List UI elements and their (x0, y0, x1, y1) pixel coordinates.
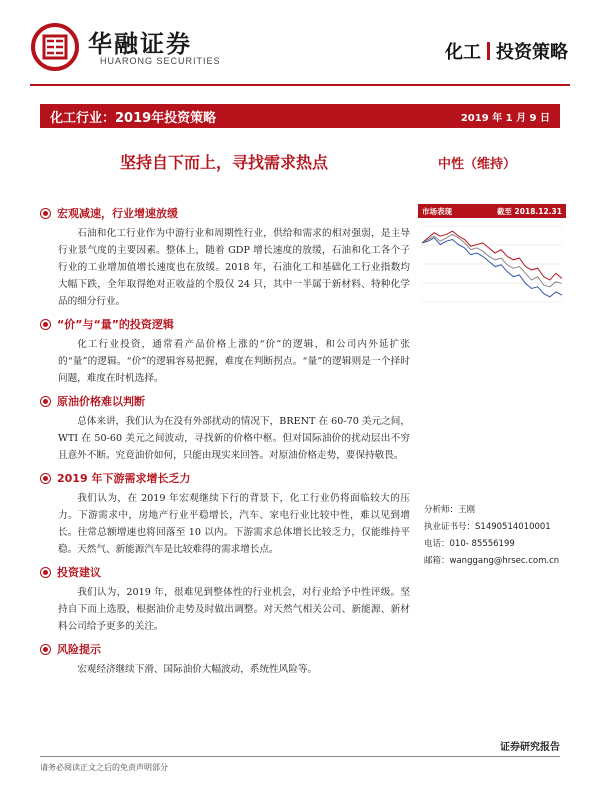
category-separator (487, 42, 490, 60)
section-body: 我们认为，2019 年，很难见到整体性的行业机会，对行业给予中性评级。坚持自下而上选股，根据油价走势及时做出调整。对天然气相关公司、新能源、新材料公司给予更多的关注。 (58, 587, 410, 632)
red-circle-bullet-icon (40, 208, 51, 219)
footer-divider (40, 756, 560, 757)
market-chart (418, 220, 566, 308)
section (40, 393, 410, 464)
section-body: 总体来讲，我们认为在没有外部扰动的情况下，BRENT 在 60-70 美元之间，WTI 在 50-60 美元之间波动，寻找新的价格中枢。但对国际油价的扰动层出不穷且意外不断。究竟油价如何，只能由现实来回答。对原油价格走势，要保持敬畏。 (58, 416, 410, 461)
chart-series-line-2 (422, 238, 562, 297)
license-label: 执业证书号： (424, 522, 476, 532)
market-as-of: 截至 2018.12.31 (496, 206, 562, 216)
chart-series-line-0 (422, 231, 562, 280)
category-label: 化工 (445, 42, 481, 63)
title-banner (40, 104, 560, 128)
disclaimer-note: 请务必阅读正文之后的免责声明部分 (40, 763, 168, 772)
red-circle-bullet-icon (40, 644, 51, 655)
red-circle-bullet-icon (40, 567, 51, 578)
report-series-label: 证券研究报告 (500, 742, 560, 753)
market-label: 市场表现 (422, 206, 452, 216)
phone-label: 电话： (424, 539, 450, 549)
section (40, 316, 410, 387)
red-circle-bullet-icon (40, 473, 51, 484)
section-body: 化工行业投资，通常看产品价格上涨的“价”的逻辑，和公司内外延扩张的“量”的逻辑。“价”的逻辑容易把握，难度在判断拐点。“量”的逻辑则是一个择时问题，难度在时机选择。 (58, 339, 410, 384)
email-address[interactable]: wanggang@hrsec.com.cn (449, 556, 560, 566)
report-type-label: 投资策略 (496, 42, 568, 63)
market-performance-header (418, 204, 566, 218)
section-heading: 2019 年下游需求增长乏力 (57, 472, 191, 485)
analyst-name: 王刚 (458, 505, 476, 515)
phone-number: 010- 85556199 (449, 539, 515, 549)
brand-name-en: HUARONG SECURITIES (100, 56, 221, 66)
section-body: 宏观经济继续下滑、国际油价大幅波动，系统性风险等。 (77, 664, 318, 675)
chart-series-line-1 (422, 234, 562, 286)
brand-name-cn: 华融证券 (88, 29, 192, 58)
analyst-info (424, 502, 559, 570)
section-body: 石油和化工行业作为中游行业和周期性行业，供给和需求的相对强弱，是主导行业景气度的主要因素。整体上，随着 GDP 增长速度的放缓，石油和化工各个子行业的工业增加值增长速度也在放缓。2018 年，石油化工和基础化工行业指数均大幅下跌，全年取得绝对正收益的个股仅 24 只，其中一半属于新材料、特种化学品的细分行业。 (58, 228, 410, 307)
red-circle-bullet-icon (40, 396, 51, 407)
section (40, 564, 410, 635)
analyst-label: 分析师： (424, 505, 459, 515)
market-chart-svg (418, 220, 566, 308)
section-heading: 风险提示 (57, 643, 101, 656)
section (40, 205, 410, 310)
page-title: 坚持自下而上，寻找需求热点 (120, 153, 329, 172)
rating-badge: 中性（维持） (438, 157, 517, 172)
section-heading: “价”与“量”的投资逻辑 (57, 318, 174, 331)
section-heading: 投资建议 (57, 566, 101, 579)
section-heading: 宏观减速，行业增速放缓 (57, 207, 178, 220)
section (40, 470, 410, 558)
huarong-logo-icon (30, 22, 80, 72)
banner-title: 化工行业：2019年投资策略 (50, 110, 217, 126)
summary-sections (40, 205, 410, 684)
report-date: 2019 年 1 月 9 日 (460, 112, 550, 124)
red-circle-bullet-icon (40, 319, 51, 330)
report-category (445, 38, 568, 64)
header-divider (30, 84, 570, 86)
section (40, 641, 410, 678)
license-number: S1490514010001 (475, 522, 551, 532)
email-label: 邮箱： (424, 556, 450, 566)
section-body: 我们认为，在 2019 年宏观继续下行的背景下，化工行业仍将面临较大的压力。下游需求中，房地产行业平稳增长，汽车、家电行业比较中性，难以见到增长。往常总额增速也将回落至 10 以内。下游需求总体增长比较乏力，仅能维持平稳。天然气、新能源汽车是比较难得的需求增长点。 (58, 493, 410, 555)
section-heading: 原油价格难以判断 (57, 395, 145, 408)
